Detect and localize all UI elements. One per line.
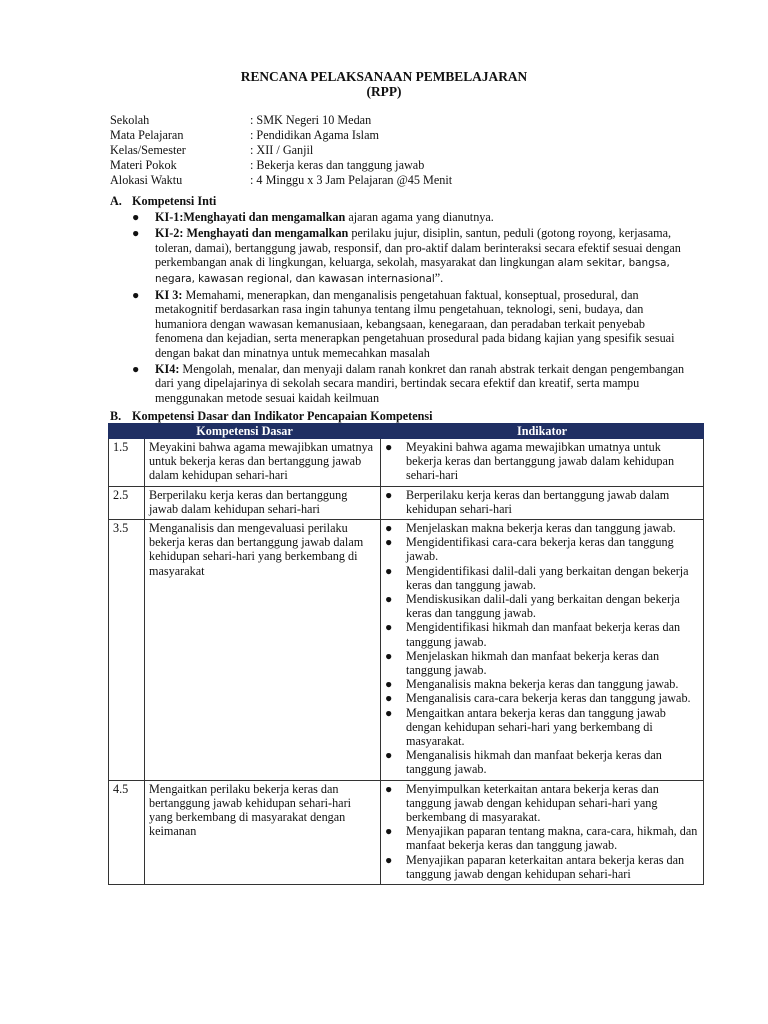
- ki-label: KI-2: Menghayati dan mengamalkan: [155, 226, 349, 240]
- section-title: Kompetensi Dasar dan Indikator Pencapaian Kompetensi: [132, 409, 433, 423]
- indicator-item: [385, 748, 699, 776]
- bullet-icon: ●: [385, 620, 393, 635]
- indicator-text: Menjelaskan makna bekerja keras dan tanggung jawab.: [406, 521, 676, 536]
- info-row-mapel: [110, 128, 452, 143]
- bullet-icon: ●: [385, 691, 393, 706]
- table-row: [109, 439, 704, 487]
- bullet-icon: ●: [385, 781, 393, 796]
- bullet-icon: ●: [132, 287, 140, 302]
- indicator-item: [385, 691, 699, 705]
- header-kompetensi-dasar: Kompetensi Dasar: [109, 424, 381, 439]
- info-value: : Pendidikan Agama Islam: [250, 128, 379, 142]
- info-label: Mata Pelajaran: [110, 128, 184, 142]
- kd-indikator-table: [108, 423, 704, 885]
- info-value: : Bekerja keras dan tanggung jawab: [250, 158, 425, 172]
- section-a-heading: [110, 194, 216, 209]
- info-value: : XII / Ganjil: [250, 143, 314, 157]
- bullet-icon: ●: [385, 748, 393, 763]
- indicator-text: Mengidentifikasi hikmah dan manfaat bekerja keras dan tanggung jawab.: [406, 620, 681, 649]
- section-b-heading: [110, 409, 433, 424]
- indicator-text: Menyajikan paparan tentang makna, cara-cara, hikmah, dan manfaat bekerja keras dan tanggung jawab.: [406, 824, 698, 853]
- bullet-icon: ●: [385, 487, 393, 502]
- indicator-item: [385, 440, 699, 483]
- indicator-item: [385, 535, 699, 563]
- indicator-text: Mengidentifikasi dalil-dali yang berkaitan dengan bekerja keras dan tanggung jawab.: [406, 563, 689, 592]
- indicator-item: [385, 824, 699, 852]
- indicator-item: [385, 853, 699, 881]
- bullet-icon: ●: [385, 648, 393, 663]
- bullet-icon: ●: [385, 592, 393, 607]
- info-row-materi: [110, 158, 452, 173]
- indicator-text: Menganalisis cara-cara bekerja keras dan tanggung jawab.: [406, 691, 691, 706]
- ki-text: Memahami, menerapkan, dan menganalisis pengetahuan faktual, konseptual, prosedural, dan metakognitif berdasarkan rasa ingin tahunya tentang ilmu pengetahuan, teknologi, seni, budaya, dan humaniora dengan wawasan kemanusiaan, kebangsaan, kenegaraan, dan peradaban terkait penyebab fenomena dan kejadian, serta menerapkan pengetahuan prosedural pada bidang kajian yang spesifik sesuai dengan bakat dan minatnya untuk memecahkan masalah: [155, 287, 675, 360]
- indicator-item: [385, 677, 699, 691]
- info-row-alokasi: [110, 173, 452, 188]
- bullet-icon: ●: [385, 440, 393, 454]
- bullet-icon: ●: [385, 677, 393, 692]
- ki-item: [110, 288, 695, 361]
- ki-label: KI-1:Menghayati dan mengamalkan: [155, 210, 346, 224]
- info-row-kelas: [110, 143, 452, 158]
- indicator-text: Mendiskusikan dalil-dali yang berkaitan dengan bekerja keras dan tanggung jawab.: [406, 592, 680, 621]
- indicator-item: [385, 620, 699, 648]
- ki-label: KI4:: [155, 361, 180, 376]
- indikator-cell: [381, 439, 704, 487]
- bullet-icon: ●: [385, 852, 393, 867]
- section-letter: A.: [110, 194, 122, 208]
- kd-number: 4.5: [109, 780, 145, 884]
- indicator-text: Menganalisis hikmah dan manfaat bekerja keras dan tanggung jawab.: [406, 748, 662, 777]
- indicator-text: Mengidentifikasi cara-cara bekerja keras dan tanggung jawab.: [406, 535, 674, 564]
- header-indikator: Indikator: [381, 424, 704, 439]
- bullet-icon: ●: [385, 824, 393, 839]
- bullet-icon: ●: [132, 361, 140, 376]
- indicator-text: Berperilaku kerja keras dan bertanggung jawab dalam kehidupan sehari-hari: [406, 487, 670, 516]
- ki-text: ajaran agama yang dianutnya.: [345, 210, 494, 224]
- indicator-item: [385, 649, 699, 677]
- indicator-item: [385, 488, 699, 516]
- indicator-text: Menjelaskan hikmah dan manfaat bekerja keras dan tanggung jawab.: [406, 648, 660, 678]
- kd-text: Mengaitkan perilaku bekerja keras dan bertanggung jawab kehidupan sehari-hari yang berkembang di masyarakat dengan keimanan: [145, 780, 381, 884]
- info-label: Materi Pokok: [110, 158, 177, 172]
- kd-number: 3.5: [109, 520, 145, 781]
- indikator-cell: [381, 486, 704, 519]
- indikator-cell: [381, 520, 704, 781]
- bullet-icon: ●: [385, 521, 393, 536]
- indicator-item: [385, 592, 699, 620]
- ki-text-end: ”.: [434, 270, 444, 285]
- indikator-cell: [381, 780, 704, 884]
- bullet-icon: ●: [385, 705, 393, 720]
- section-letter: B.: [110, 409, 122, 423]
- kd-text: Menganalisis dan mengevaluasi perilaku bekerja keras dan bertanggung jawab dalam kehidupan sehari-hari yang berkembang di masyarakat: [145, 520, 381, 781]
- table-row: [109, 520, 704, 781]
- ki-text: Mengolah, menalar, dan menyaji dalam ranah konkret dan ranah abstrak terkait dengan pengembangan dari yang dipelajarinya di sekolah secara mandiri, bertindak secara efektif dan kreatif, serta mampu menggunakan metode sesuai kaidah keilmuan: [155, 361, 685, 405]
- info-value: : 4 Minggu x 3 Jam Pelajaran @45 Menit: [250, 173, 453, 187]
- section-title: Kompetensi Inti: [132, 194, 217, 208]
- bullet-icon: ●: [132, 226, 140, 240]
- info-label: Kelas/Semester: [110, 143, 186, 157]
- ki-item: [110, 210, 695, 225]
- info-value: : SMK Negeri 10 Medan: [250, 113, 372, 127]
- indicator-text: Meyakini bahwa agama mewajibkan umatnya untuk bekerja keras dan bertanggung jawab dalam kehidupan sehari-hari: [406, 440, 675, 483]
- indicator-item: [385, 782, 699, 825]
- indicator-item: [385, 564, 699, 592]
- indicator-text: Menganalisis makna bekerja keras dan tanggung jawab.: [406, 677, 679, 692]
- kd-text: Meyakini bahwa agama mewajibkan umatnya untuk bekerja keras dan bertanggung jawab dalam kehidupan sehari-hari: [145, 439, 381, 487]
- ki-item: [110, 362, 695, 406]
- ki-text-tail: alam sekitar, bangsa, negara, kawasan regional, dan kawasan internasional: [155, 257, 670, 285]
- document-title: RENCANA PELAKSANAAN PEMBELAJARAN: [240, 69, 528, 84]
- info-label: Alokasi Waktu: [110, 173, 183, 187]
- info-row-sekolah: [110, 113, 452, 128]
- ki-label: KI 3:: [155, 287, 183, 302]
- identity-block: [110, 113, 452, 188]
- indicator-item: [385, 521, 699, 535]
- indicator-item: [385, 706, 699, 749]
- indicator-text: Menyimpulkan keterkaitan antara bekerja keras dan tanggung jawab dengan kehidupan sehari-hari yang berkembang di masyarakat.: [406, 781, 659, 825]
- kd-text: Berperilaku kerja keras dan bertanggung jawab dalam kehidupan sehari-hari: [145, 486, 381, 519]
- bullet-icon: ●: [385, 563, 393, 578]
- document-subtitle: (RPP): [366, 84, 402, 99]
- indicator-text: Menyajikan paparan keterkaitan antara bekerja keras dan tanggung jawab dengan kehidupan sehari-hari: [406, 852, 685, 881]
- indicator-text: Mengaitkan antara bekerja keras dan tanggung jawab dengan kehidupan sehari-hari yang berkembang di masyarakat.: [406, 705, 666, 749]
- ki-text: perilaku jujur, disiplin, santun, peduli (gotong royong, kerjasama, toleran, damai), bertanggung jawab, responsif, dan pro-aktif dalam berinteraksi secara efektif sesuai dengan perkembangan anak di lingkungan, keluarga, sekolah, masyarakat dan lingkungan: [155, 226, 681, 269]
- table-row: [109, 486, 704, 519]
- table-header-row: [109, 424, 704, 439]
- table-row: [109, 780, 704, 884]
- kd-number: 2.5: [109, 486, 145, 519]
- bullet-icon: ●: [385, 535, 393, 550]
- kd-number: 1.5: [109, 439, 145, 487]
- kompetensi-inti-list: [110, 210, 695, 407]
- bullet-icon: ●: [132, 210, 140, 224]
- info-label: Sekolah: [110, 113, 150, 127]
- ki-item: [110, 226, 695, 286]
